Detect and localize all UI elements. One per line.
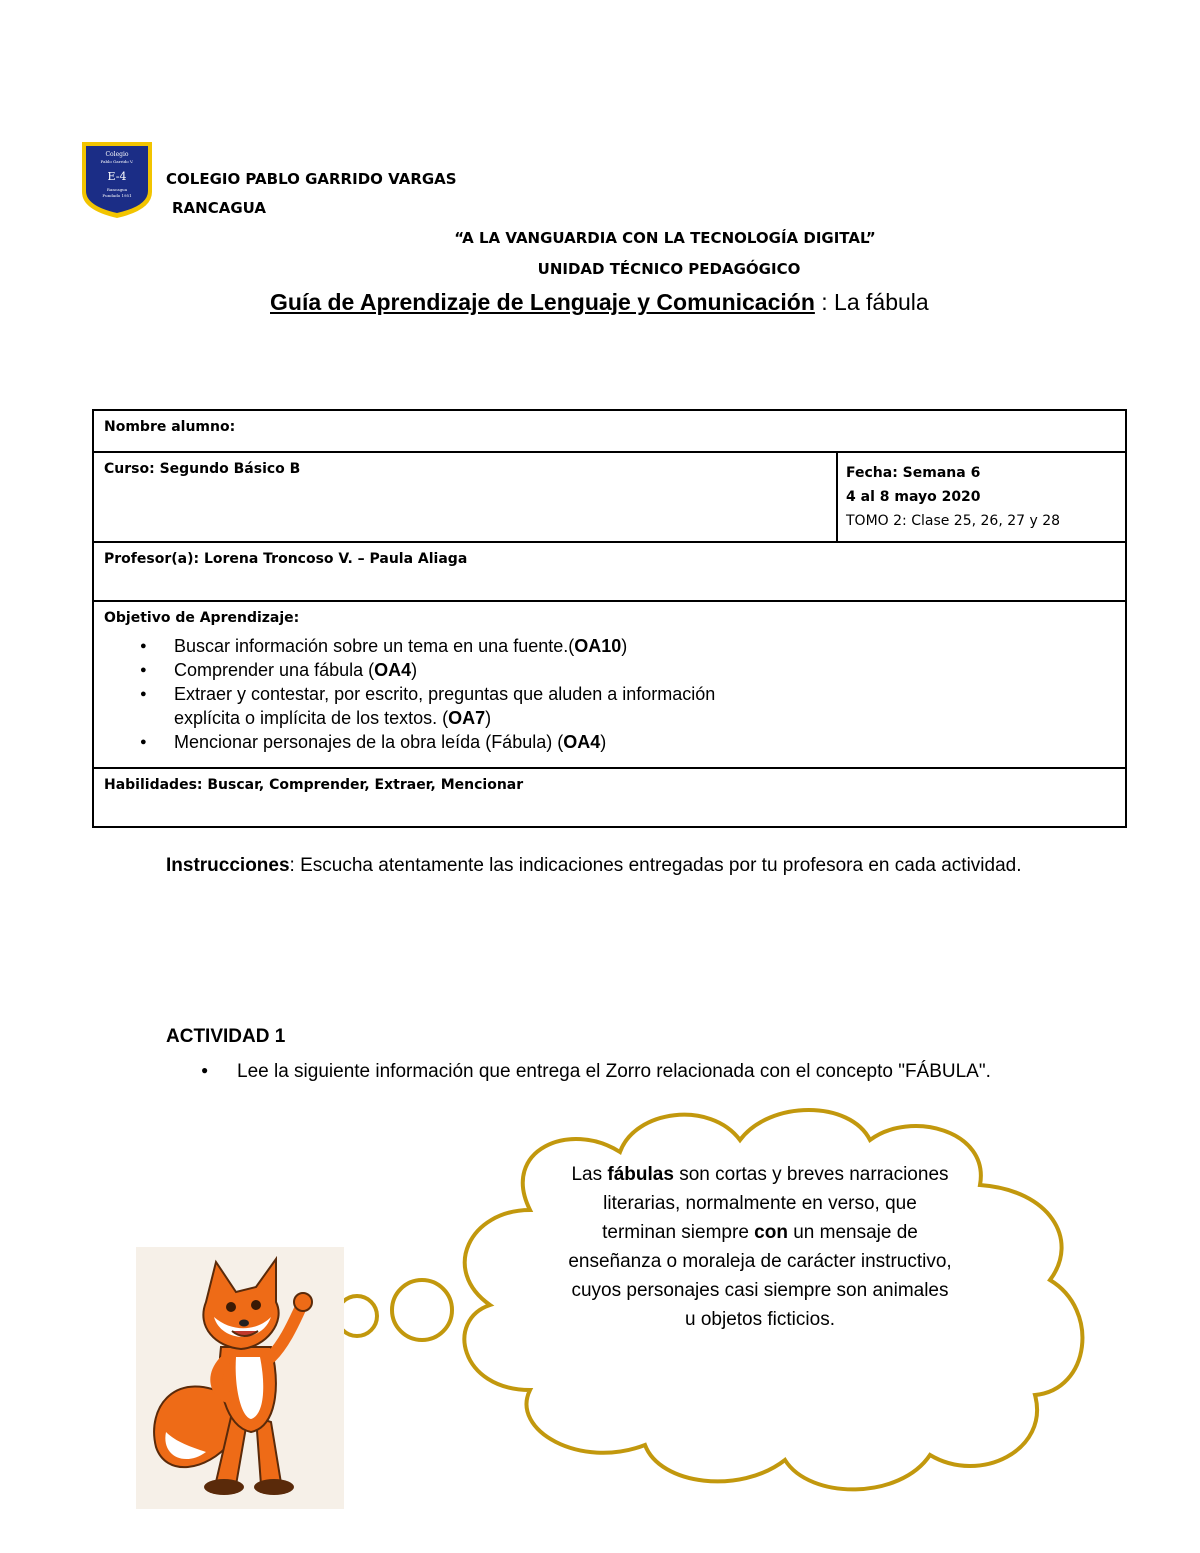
school-motto: “A LA VANGUARDIA CON LA TECNOLOGÍA DIGITAL” (454, 229, 876, 247)
teacher-cell (93, 542, 1126, 601)
school-city: RANCAGUA (172, 199, 266, 217)
skills-label: Habilidades: Buscar, Comprender, Extraer, Mencionar (104, 777, 524, 793)
logo-text-1: Colegio (105, 151, 129, 158)
guide-title (270, 284, 1030, 320)
objective-item: ● Extraer y contestar, por escrito, preguntas que aluden a información explícita o implícita de los textos. (OA7) (104, 682, 774, 730)
title-main: Guía de Aprendizaje de Lenguaje y Comunicación (270, 289, 815, 315)
activity-instruction: Lee la siguiente información que entrega el Zorro relacionada con el concepto "FÁBULA". (237, 1061, 991, 1082)
unit-name: UNIDAD TÉCNICO PEDAGÓGICO (537, 260, 801, 278)
logo-text-2: Pablo Garrido V. (100, 159, 134, 164)
school-logo (80, 140, 154, 220)
instructions (166, 852, 1066, 880)
teacher-label: Profesor(a): Lorena Troncoso V. – Paula Aliaga (104, 551, 468, 567)
logo-text-3: E-4 (107, 170, 127, 183)
date-range: 4 al 8 mayo 2020 (846, 489, 981, 505)
objective-item: ● Comprender una fábula (OA4) (104, 658, 1115, 682)
objective-item: ● Buscar información sobre un tema en una fuente.(OA10) (104, 634, 1115, 658)
logo-text-5: Fundado 1951 (102, 193, 132, 198)
objective-item: ● Mencionar personajes de la obra leída (Fábula) (OA4) (104, 730, 1115, 754)
student-name-label: Nombre alumno: (104, 419, 236, 435)
tome-classes: TOMO 2: Clase 25, 26, 27 y 28 (846, 513, 1061, 529)
skills-cell (93, 768, 1126, 827)
objectives-cell (93, 601, 1126, 768)
objective-label: Objetivo de Aprendizaje: (104, 610, 300, 626)
date-week: Fecha: Semana 6 (846, 465, 981, 481)
objectives-list (104, 634, 1115, 754)
activity-title: ACTIVIDAD 1 (166, 1026, 286, 1047)
thought-bubble-large (392, 1280, 452, 1340)
student-name-cell (93, 410, 1126, 452)
cloud-text: Las fábulas son cortas y breves narraciones literarias, normalmente en verso, que terminan siempre con un mensaje de enseñanza o moraleja de carácter instructivo, cuyos personajes casi siempre son animales u objetos ficticios. (568, 1164, 952, 1330)
instructions-label: Instrucciones (166, 855, 290, 876)
date-cell (837, 452, 1126, 542)
fox-illustration (136, 1247, 344, 1509)
title-rest: : La fábula (814, 289, 929, 315)
bullet-icon: ● (201, 1063, 209, 1077)
school-name: COLEGIO PABLO GARRIDO VARGAS (166, 170, 457, 188)
logo-text-4: Rancagua (106, 187, 128, 192)
course-cell (93, 452, 837, 542)
student-info-table (92, 409, 1127, 828)
instructions-text: : Escucha atentamente las indicaciones entregadas por tu profesora en cada actividad. (289, 855, 1022, 876)
course-label: Curso: Segundo Básico B (104, 461, 301, 477)
